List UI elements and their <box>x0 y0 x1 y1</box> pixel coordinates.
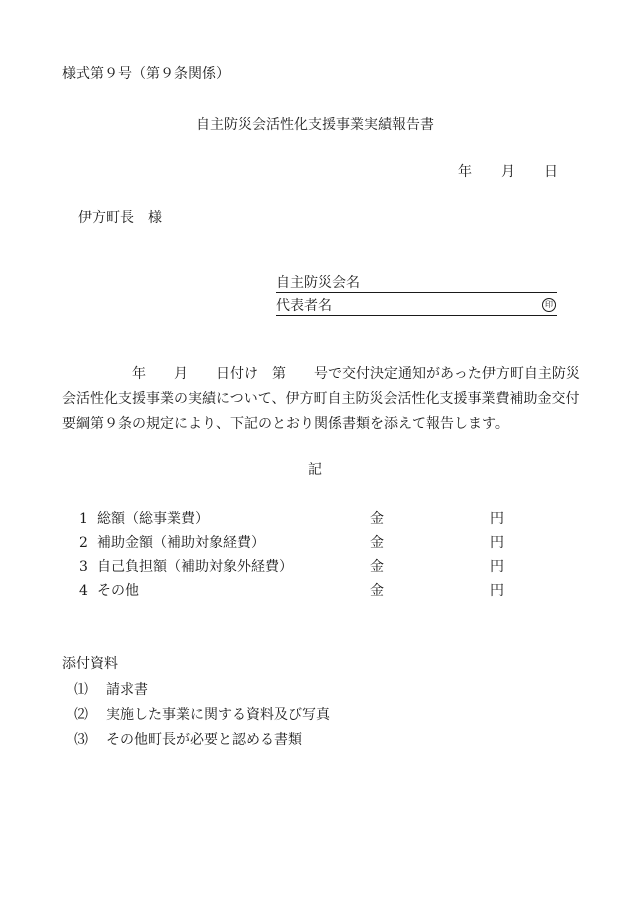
item-yen: 円 <box>490 535 504 551</box>
attachment-number: ⑴ <box>74 682 88 698</box>
date-month: 月 <box>501 164 515 180</box>
date-day: 日 <box>544 164 558 180</box>
item-label: 総額（総事業費） <box>97 511 209 527</box>
representative-name-label: 代表者名 <box>276 298 332 314</box>
item-kin: 金 <box>370 583 384 599</box>
ki-heading: 記 <box>308 462 322 478</box>
representative-name-field[interactable] <box>276 298 557 316</box>
date-line <box>458 165 558 179</box>
amount-row-self-burden <box>0 560 630 576</box>
amount-row-subsidy <box>0 536 630 552</box>
attachment-item <box>0 708 630 724</box>
item-yen: 円 <box>490 559 504 575</box>
item-yen: 円 <box>490 511 504 527</box>
attachment-item <box>0 733 630 749</box>
item-number: 1 <box>79 511 88 527</box>
attachment-number: ⑶ <box>74 732 88 748</box>
addressee: 伊方町長 様 <box>78 210 162 226</box>
item-label: 補助金額（補助対象経費） <box>97 535 265 551</box>
amount-row-total <box>0 512 630 528</box>
date-year: 年 <box>458 164 472 180</box>
organization-name-label: 自主防災会名 <box>276 275 360 291</box>
item-number: 2 <box>79 535 88 551</box>
attachments-heading: 添付資料 <box>62 656 118 672</box>
body-paragraph: 年 月 日付け 第 号で交付決定通知があった伊方町自主防災会活性化支援事業の実績について、伊方町自主防災会活性化支援事業費補助金交付要綱第９条の規定により、下記のとおり関係書類を添えて報告します。 <box>62 366 580 432</box>
attachment-label: 実施した事業に関する資料及び写真 <box>106 707 330 723</box>
item-label: その他 <box>97 583 139 599</box>
attachment-label: その他町長が必要と認める書類 <box>106 732 302 748</box>
item-number: 3 <box>79 559 88 575</box>
amount-row-other <box>0 584 630 600</box>
document-title: 自主防災会活性化支援事業実績報告書 <box>196 117 434 133</box>
item-kin: 金 <box>370 535 384 551</box>
form-number: 様式第９号（第９条関係） <box>62 66 230 82</box>
attachment-item <box>0 683 630 699</box>
seal-icon: 印 <box>542 298 556 312</box>
item-label: 自己負担額（補助対象外経費） <box>97 559 293 575</box>
item-yen: 円 <box>490 583 504 599</box>
organization-name-field[interactable] <box>276 276 557 293</box>
item-kin: 金 <box>370 511 384 527</box>
item-kin: 金 <box>370 559 384 575</box>
item-number: 4 <box>79 583 88 599</box>
attachment-label: 請求書 <box>106 682 148 698</box>
attachment-number: ⑵ <box>74 707 88 723</box>
